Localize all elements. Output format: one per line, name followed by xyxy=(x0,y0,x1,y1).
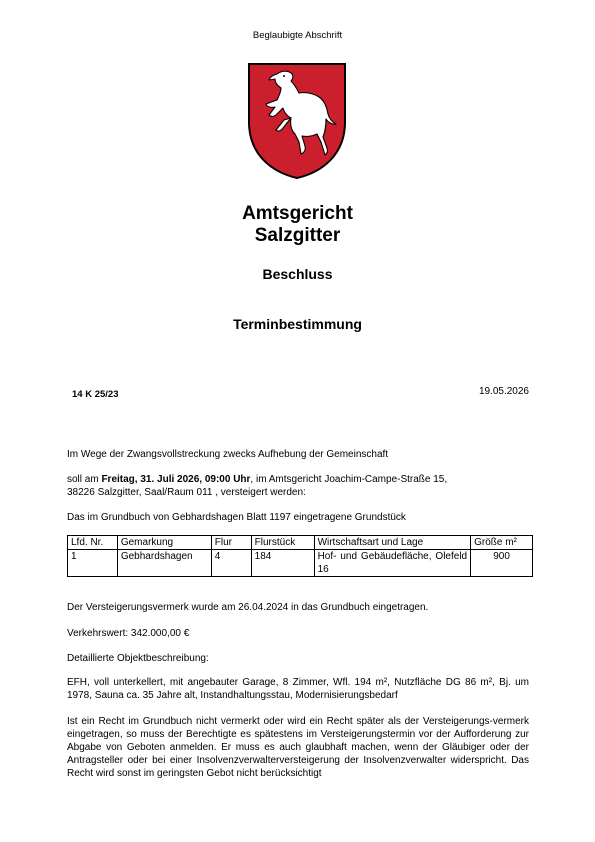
table-header-cell: Lfd. Nr. xyxy=(68,536,118,550)
table-header-cell: Flurstück xyxy=(251,536,314,550)
table-cell-lfd-nr: 1 xyxy=(68,550,118,577)
termin-paragraph xyxy=(67,473,529,499)
court-name xyxy=(0,203,595,247)
court-name-line1: Amtsgericht xyxy=(242,203,353,224)
table-header-cell: Wirtschaftsart und Lage xyxy=(314,536,471,550)
table-header-cell: Flur xyxy=(211,536,251,550)
table-header-row xyxy=(68,536,533,550)
court-name-line2: Salzgitter xyxy=(254,225,341,246)
case-number: 14 K 25/23 xyxy=(72,389,119,400)
termin-line2: 38226 Salzgitter, Saal/Raum 011 , versteigert werden: xyxy=(67,487,306,498)
table-header-cell: Größe m² xyxy=(471,536,533,550)
verkehrswert-paragraph: Verkehrswert: 342.000,00 € xyxy=(67,628,190,639)
grundbuch-paragraph: Das im Grundbuch von Gebhardshagen Blatt 1197 eingetragene Grundstück xyxy=(67,512,406,523)
document-type: Beschluss xyxy=(262,266,333,282)
rechte-paragraph: Ist ein Recht im Grundbuch nicht vermerkt oder wird ein Recht später als der Versteigerungs-vermerk eingetragen, so muss der Berechtigte es spätestens im Versteigerungstermin vor der Aufforderung zur Abgabe von Geboten anmelden. Er muss es auch glaubhaft machen, wenn der Gläubiger oder der Antragsteller oder bei einer Insolvenzverwalterversteigerung der Insolvenzverwalter widerspricht. Das Recht wird sonst im geringsten Gebot nicht berücksichtigt xyxy=(67,716,529,779)
document-date: 19.05.2026 xyxy=(478,386,529,397)
property-table xyxy=(67,535,533,577)
intro-paragraph: Im Wege der Zwangsvollstreckung zwecks Aufhebung der Gemeinschaft xyxy=(67,449,389,460)
beschreibung-paragraph: EFH, voll unterkellert, mit angebauter Garage, 8 Zimmer, Wfl. 194 m², Nutzfläche DG 86 m², Bj. um 1978, Sauna ca. 35 Jahre alt, Instandhaltungsstau, Modernisierungsbedarf xyxy=(67,677,529,701)
table-cell-flur: 4 xyxy=(211,550,251,577)
termin-location: , im Amtsgericht Joachim-Campe-Straße 15, xyxy=(250,474,448,485)
document-subject: Terminbestimmung xyxy=(233,316,362,332)
table-header-cell: Gemarkung xyxy=(117,536,211,550)
table-cell-wirtschaftsart: Hof- und Gebäudefläche, Olefeld 16 xyxy=(314,550,471,577)
beschreibung-label: Detaillierte Objektbeschreibung: xyxy=(67,653,209,664)
document-header-label: Beglaubigte Abschrift xyxy=(252,30,343,41)
table-row xyxy=(68,550,533,577)
termin-line1 xyxy=(67,473,529,486)
termin-date: Freitag, 31. Juli 2026, 09:00 Uhr xyxy=(101,474,251,485)
table-cell-gemarkung: Gebhardshagen xyxy=(117,550,211,577)
vermerk-paragraph: Der Versteigerungsvermerk wurde am 26.04.2024 in das Grundbuch eingetragen. xyxy=(67,602,429,613)
table-cell-groesse: 900 xyxy=(471,550,533,577)
lower-saxony-horse-crest-icon xyxy=(247,62,347,180)
table-cell-flurstueck: 184 xyxy=(251,550,314,577)
termin-prefix: soll am xyxy=(67,474,102,485)
